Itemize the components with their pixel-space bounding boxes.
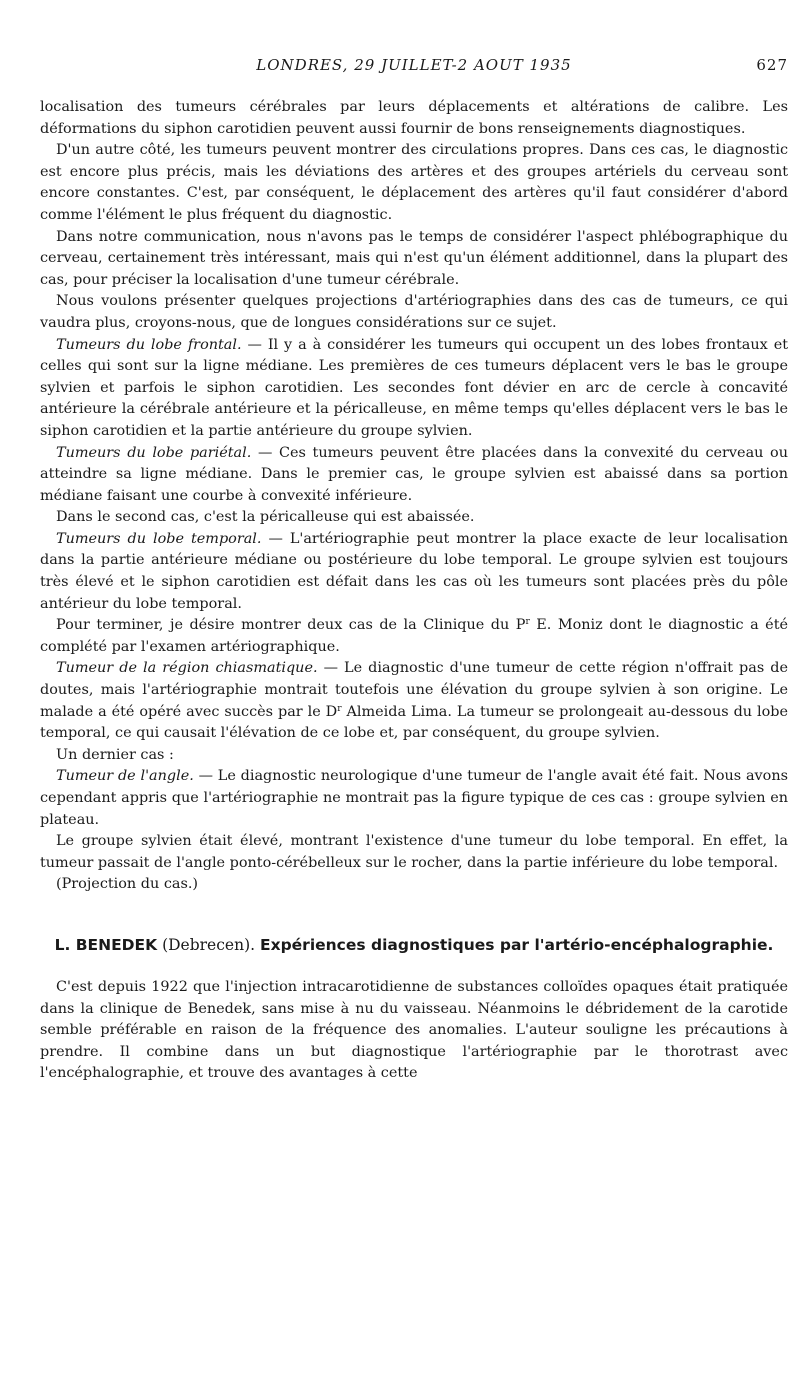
- subsection-title: Tumeurs du lobe pariétal.: [56, 444, 252, 461]
- paragraph: Un dernier cas :: [56, 746, 174, 763]
- paragraph: [40, 615, 788, 658]
- superscript: r: [337, 703, 342, 714]
- section-title: Expériences diagnostiques par l'artério-encéphalographie.: [259, 935, 774, 954]
- paragraph: Dans notre communication, nous n'avons pas le temps de considérer l'aspect phlébographique du cerveau, certainement très intéressant, mais qui n'est qu'un élément additionnel, dans la plupart des cas, pour préciser la localisation d'une tumeur cérébrale.: [40, 228, 788, 288]
- subsection-title: Tumeur de la région chiasmatique.: [56, 660, 318, 677]
- page-number: 627: [756, 56, 788, 74]
- subsection-title: Tumeurs du lobe temporal.: [56, 530, 262, 547]
- paragraph-text: — L'artériographie peut montrer la place exacte de leur localisation dans la partie antérieure médiane ou postérieure du lobe temporal. Le groupe sylvien est toujours très élevé et le siphon carotidien est défait dans les cas où les tumeurs sont placées près du pôle antérieur du lobe temporal.: [40, 530, 788, 612]
- running-title: LONDRES, 29 JUILLET-2 AOUT 1935: [256, 56, 572, 74]
- paragraph: C'est depuis 1922 que l'injection intracarotidienne de substances colloïdes opaques était pratiquée dans la clinique de Benedek, sans mise à nu du vaisseau. Néanmoins le débridement de la carotide semble préférable en raison de la fréquence des anomalies. L'auteur souligne les précautions à prendre. Il combine dans un but diagnostique l'artériographie par le thorotrast avec l'encéphalographie, et trouve des avantages à cette: [40, 978, 788, 1082]
- section-author: L. BENEDEK: [54, 935, 158, 954]
- article-body: [40, 97, 788, 1085]
- superscript: r: [525, 617, 530, 628]
- paragraph: Dans le second cas, c'est la péricalleuse qui est abaissée.: [56, 509, 475, 526]
- paragraph-text: — Il y a à considérer les tumeurs qui occupent un des lobes frontaux et celles qui sont sur la ligne médiane. Les premières de ces tumeurs déplacent vers le bas le groupe sylvien et parfois le siphon carotidien. Les secondes font dévier en arc de cercle à concavité antérieure la cérébrale antérieure et la péricalleuse, en même temps qu'elles déplacent vers le bas le siphon carotidien et la partie antérieure du groupe sylvien.: [40, 336, 788, 439]
- paragraph: [40, 335, 788, 443]
- paragraph: localisation des tumeurs cérébrales par leurs déplacements et altérations de calibre. Les déformations du siphon carotidien peuvent aussi fournir de bons renseignements diagnostiques.: [40, 99, 788, 137]
- paragraph: D'un autre côté, les tumeurs peuvent montrer des circulations propres. Dans ces cas, le diagnostic est encore plus précis, mais les déviations des artères et des groupes artériels du cerveau sont encore constantes. C'est, par conséquent, le déplacement des artères qu'il faut considérer d'abord comme l'élément le plus fréquent du diagnostic.: [40, 142, 788, 223]
- subsection-title: Tumeurs du lobe frontal.: [56, 336, 242, 353]
- paragraph-text: Pour terminer, je désire montrer deux cas de la Clinique du P: [56, 617, 526, 634]
- section-heading: [40, 934, 788, 957]
- paragraph: [40, 529, 788, 615]
- paragraph: (Projection du cas.): [56, 876, 199, 893]
- section-city: (Debrecen).: [157, 935, 260, 954]
- paragraph-text: — Le diagnostic neurologique d'une tumeur de l'angle avait été fait. Nous avons cependant appris que l'artériographie ne montrait pas la figure typique de ces cas : groupe sylvien en plateau.: [40, 768, 788, 828]
- paragraph: Nous voulons présenter quelques projections d'artériographies dans des cas de tumeurs, ce qui vaudra plus, croyons-nous, que de longues considérations sur ce sujet.: [40, 293, 788, 331]
- running-head: [40, 56, 788, 80]
- paragraph-text: Almeida Lima. La tumeur se prolongeait au-dessous du lobe temporal, ce qui causait l'élévation de ce lobe et, par conséquent, du groupe sylvien.: [40, 703, 789, 742]
- paragraph-text: — Ces tumeurs peuvent être placées dans la convexité du cerveau ou atteindre sa ligne médiane. Dans le premier cas, le groupe sylvien est abaissé dans sa portion médiane faisant une courbe à convexité inférieure.: [40, 444, 788, 504]
- paragraph: [40, 443, 788, 508]
- paragraph: Le groupe sylvien était élevé, montrant l'existence d'une tumeur du lobe temporal. En effet, la tumeur passait de l'angle ponto-cérébelleux sur le rocher, dans la partie inférieure du lobe temporal.: [40, 833, 788, 871]
- subsection-title: Tumeur de l'angle.: [56, 768, 194, 785]
- paragraph: [40, 658, 788, 744]
- paragraph: [40, 766, 788, 831]
- paragraph-text: — Le diagnostic d'une tumeur de cette région n'offrait pas de doutes, mais l'artériographie montrait toutefois une élévation du groupe sylvien à son origine. Le malade a été opéré avec succès par le D: [40, 660, 788, 720]
- paragraph-text: E. Moniz dont le diagnostic a été complété par l'examen artériographique.: [40, 617, 788, 655]
